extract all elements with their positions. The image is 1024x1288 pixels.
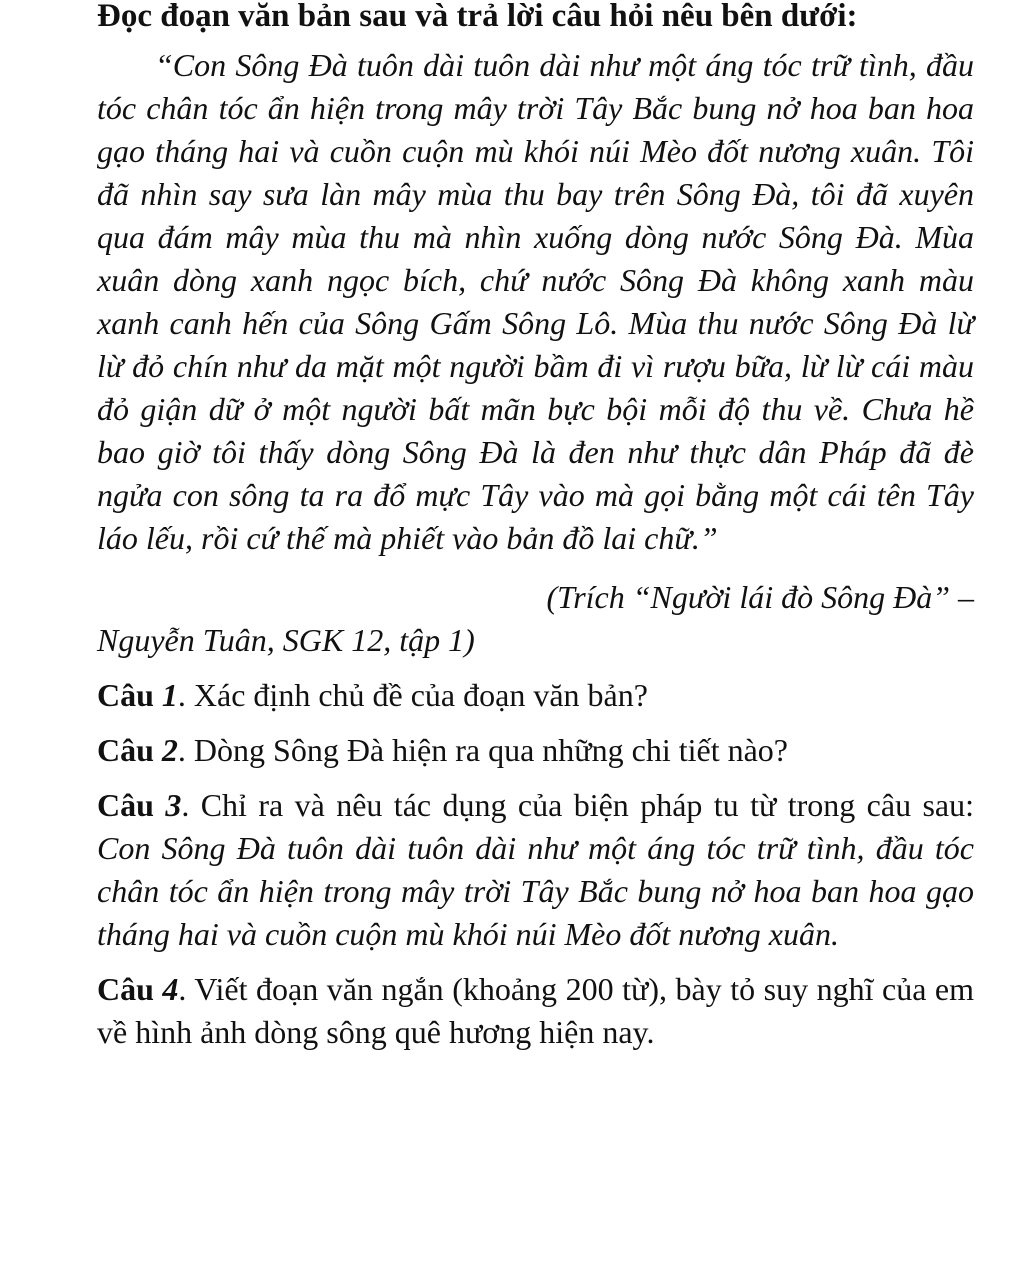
question-label: Câu	[97, 677, 162, 713]
question-4	[97, 968, 974, 1054]
question-1	[97, 674, 974, 717]
question-number: 4	[162, 971, 179, 1007]
question-text: . Xác định chủ đề của đoạn văn bản?	[177, 677, 648, 713]
question-number: 2	[161, 732, 178, 768]
question-label: Câu	[97, 732, 162, 768]
question-text: . Viết đoạn văn ngắn (khoảng 200 từ), bày tỏ suy nghĩ của em về hình ảnh dòng sông quê hương hiện nay.	[97, 971, 975, 1050]
excerpt-source	[97, 576, 974, 662]
instruction-heading: Đọc đoạn văn bản sau và trả lời câu hỏi nêu bên dưới:	[97, 0, 858, 34]
question-text: . Dòng Sông Đà hiện ra qua những chi tiết nào?	[177, 732, 788, 768]
source-author-line: Nguyễn Tuân, SGK 12, tập 1)	[97, 622, 475, 658]
source-title-line: (Trích “Người lái đò Sông Đà” –	[546, 579, 974, 615]
question-3	[97, 784, 974, 956]
question-label: Câu	[97, 787, 166, 823]
question-number: 3	[165, 787, 182, 823]
question-2	[97, 729, 974, 772]
question-number: 1	[161, 677, 178, 713]
excerpt-passage: “Con Sông Đà tuôn dài tuôn dài như một áng tóc trữ tình, đầu tóc chân tóc ẩn hiện trong mây trời Tây Bắc bung nở hoa ban hoa gạo tháng hai và cuồn cuộn mù khói núi Mèo đốt nương xuân. Tôi đã nhìn say sưa làn mây mùa thu bay trên Sông Đà, tôi đã xuyên qua đám mây mùa thu mà nhìn xuống dòng nước Sông Đà. Mùa xuân dòng xanh ngọc bích, chứ nước Sông Đà không xanh màu xanh canh hến của Sông Gấm Sông Lô. Mùa thu nước Sông Đà lừ lừ đỏ chín như da mặt một người bầm đi vì rượu bữa, lừ lừ cái màu đỏ giận dữ ở một người bất mãn bực bội mỗi độ thu về. Chưa hề bao giờ tôi thấy dòng Sông Đà là đen như thực dân Pháp đã đè ngửa con sông ta ra đổ mực Tây vào mà gọi bằng một cái tên Tây láo lếu, rồi cứ thế mà phiết vào bản đồ lai chữ.”	[97, 47, 974, 556]
question-text: . Chỉ ra và nêu tác dụng của biện pháp tu từ trong câu sau:	[181, 787, 975, 823]
question-quote: Con Sông Đà tuôn dài tuôn dài như một áng tóc trữ tình, đầu tóc chân tóc ẩn hiện trong mây trời Tây Bắc bung nở hoa ban hoa gạo tháng hai và cuồn cuộn mù khói núi Mèo đốt nương xuân.	[97, 830, 974, 952]
document-page	[97, 0, 974, 1054]
question-label: Câu	[97, 971, 163, 1007]
